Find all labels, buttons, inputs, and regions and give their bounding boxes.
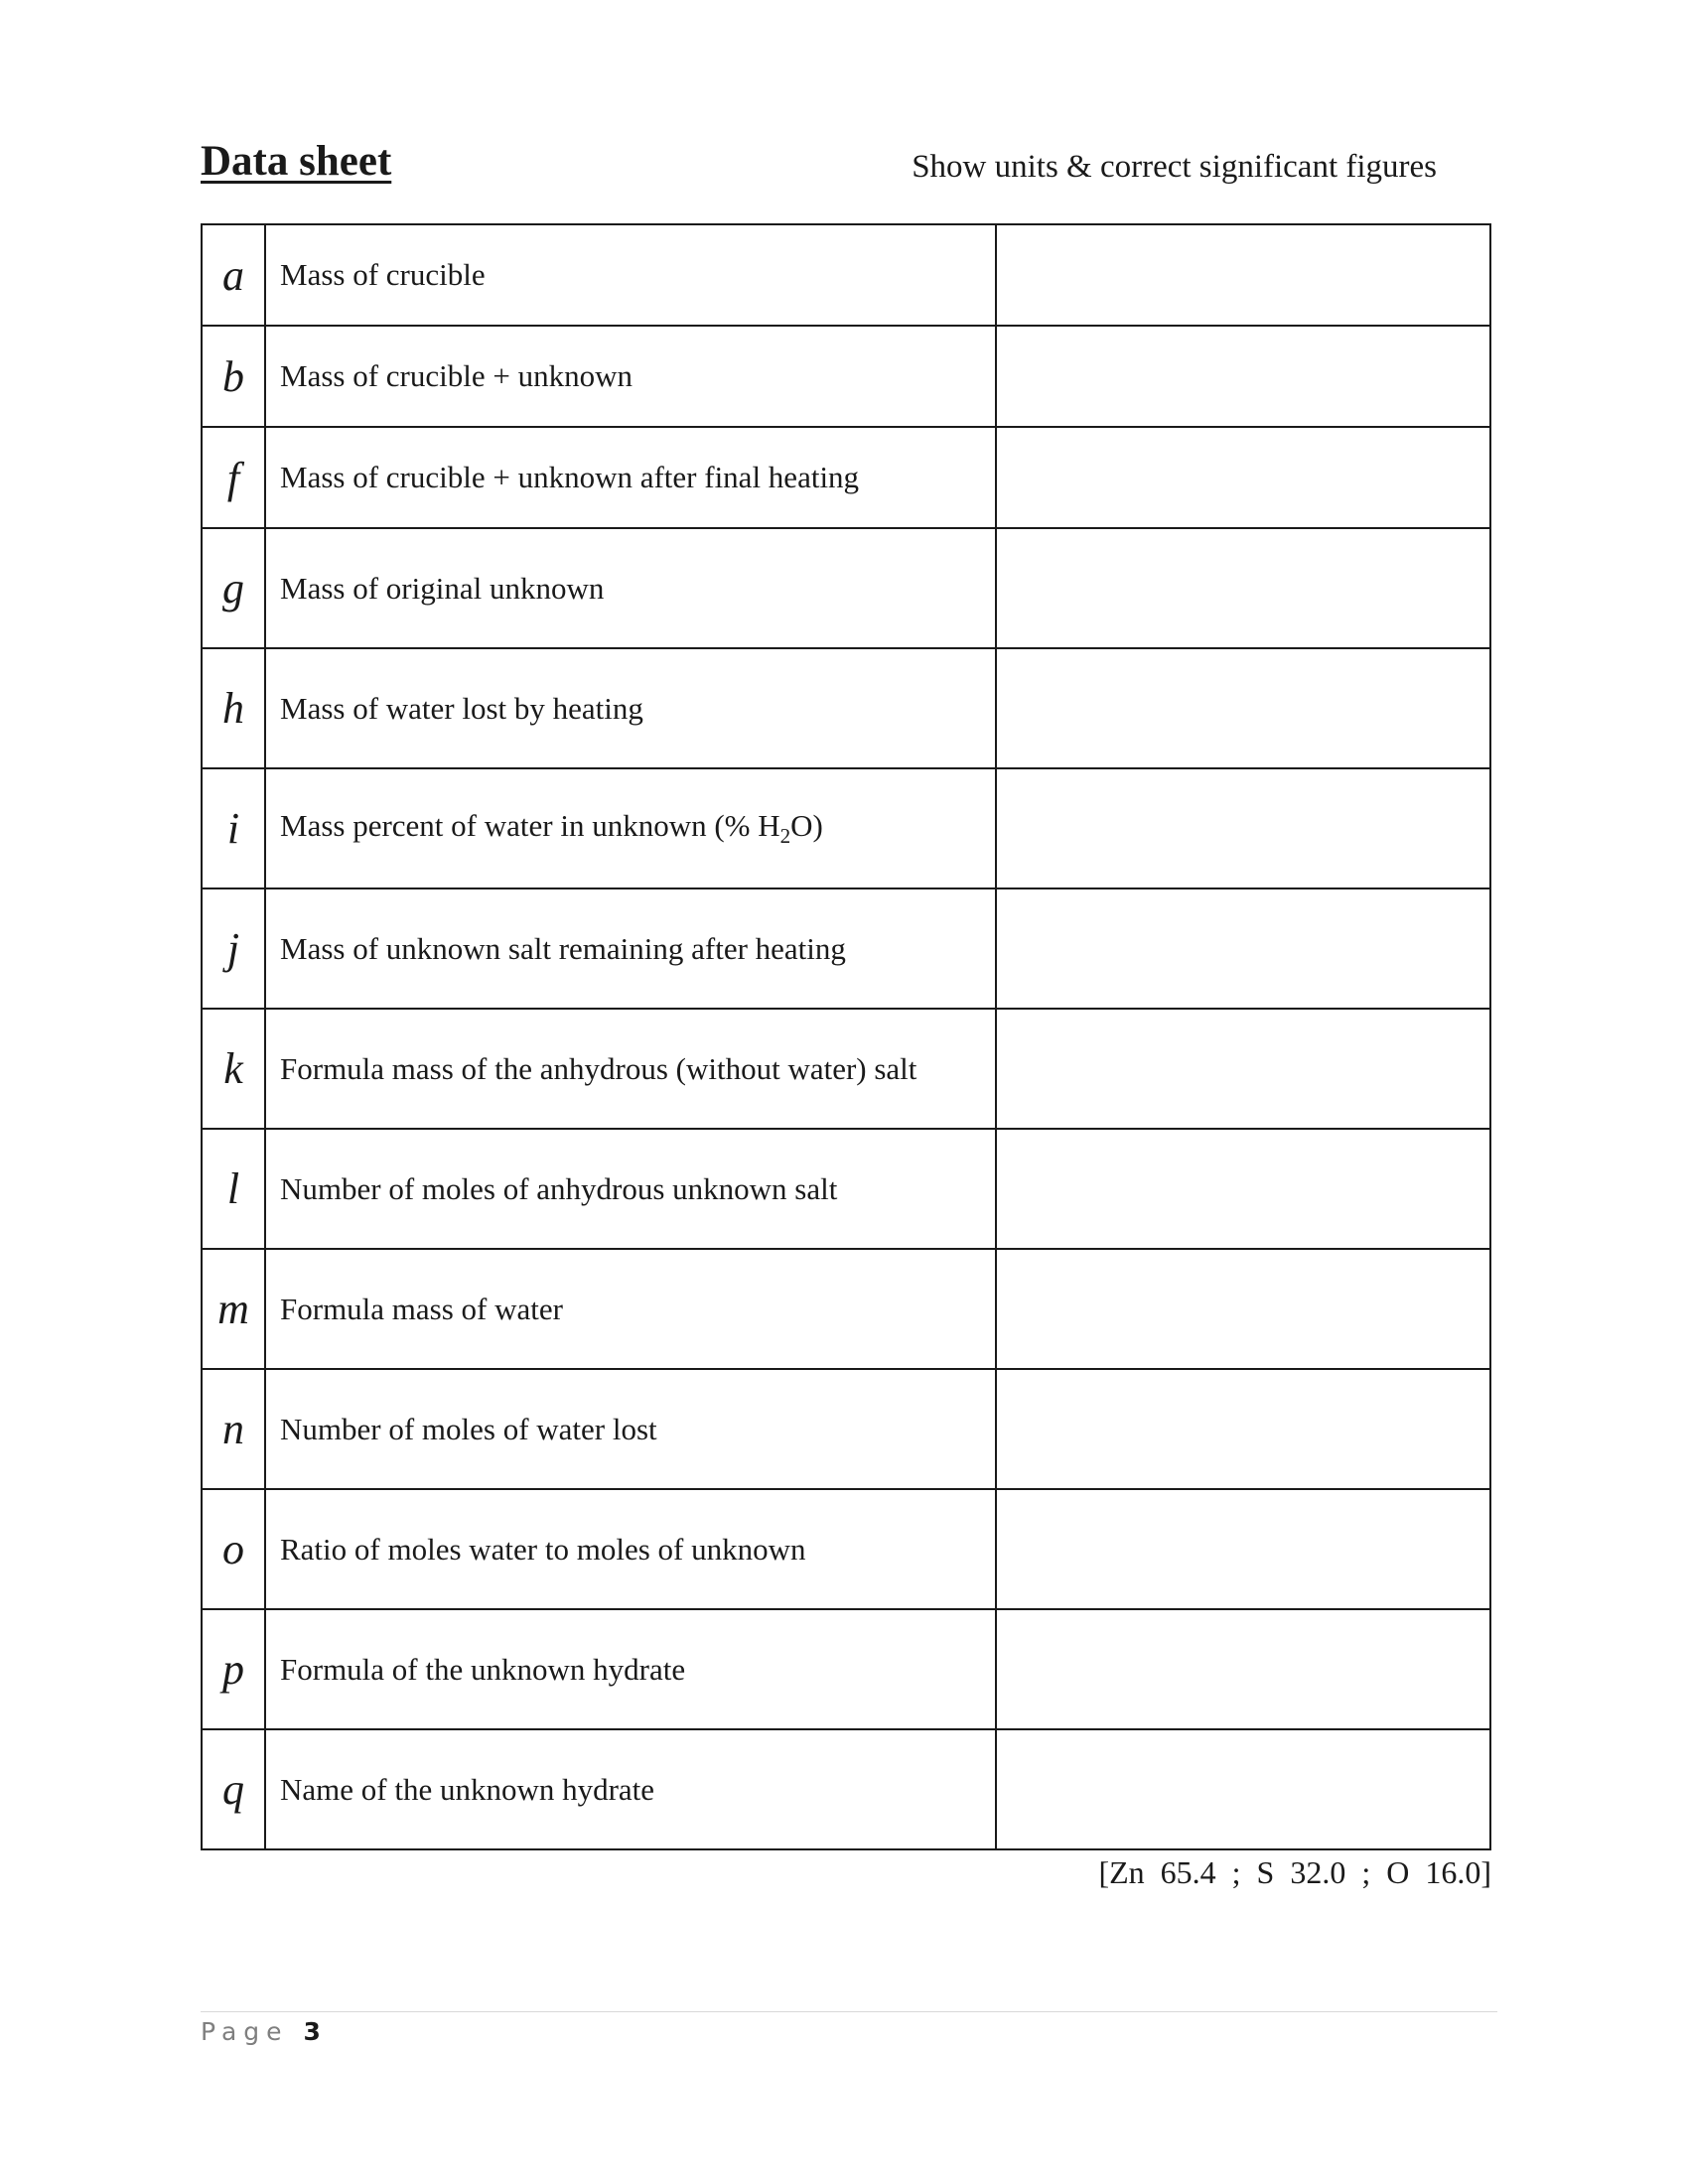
row-label: Formula of the unknown hydrate <box>265 1609 996 1729</box>
table-row <box>202 1369 1490 1489</box>
page-label: Page <box>201 2017 289 2046</box>
row-label: Mass of original unknown <box>265 528 996 648</box>
row-label: Mass of crucible <box>265 224 996 326</box>
row-value-cell[interactable] <box>996 888 1490 1009</box>
table-row <box>202 1489 1490 1609</box>
row-value-cell[interactable] <box>996 528 1490 648</box>
table-row <box>202 224 1490 326</box>
row-label <box>265 768 996 888</box>
row-value-cell[interactable] <box>996 326 1490 427</box>
row-label: Name of the unknown hydrate <box>265 1729 996 1849</box>
instruction-note: Show units & correct significant figures <box>912 149 1437 185</box>
table-row <box>202 888 1490 1009</box>
row-value-cell[interactable] <box>996 1129 1490 1249</box>
row-label: Formula mass of the anhydrous (without water) salt <box>265 1009 996 1129</box>
row-label-text-end: O) <box>790 807 823 843</box>
row-value-cell[interactable] <box>996 1609 1490 1729</box>
row-label: Formula mass of water <box>265 1249 996 1369</box>
data-table <box>201 223 1491 1850</box>
row-symbol: j <box>202 888 265 1009</box>
page-title: Data sheet <box>201 138 392 185</box>
table-row <box>202 528 1490 648</box>
table-row <box>202 1009 1490 1129</box>
row-symbol: o <box>202 1489 265 1609</box>
row-symbol: b <box>202 326 265 427</box>
row-value-cell[interactable] <box>996 1249 1490 1369</box>
table-row <box>202 1129 1490 1249</box>
row-symbol: g <box>202 528 265 648</box>
table-row <box>202 1609 1490 1729</box>
row-value-cell[interactable] <box>996 768 1490 888</box>
footer-divider <box>201 2011 1497 2012</box>
row-label: Number of moles of anhydrous unknown salt <box>265 1129 996 1249</box>
row-label: Mass of unknown salt remaining after heating <box>265 888 996 1009</box>
row-symbol: p <box>202 1609 265 1729</box>
row-symbol: a <box>202 224 265 326</box>
row-symbol: f <box>202 427 265 528</box>
subscript-2: 2 <box>779 824 791 849</box>
row-label: Mass of crucible + unknown after final heating <box>265 427 996 528</box>
table-row <box>202 326 1490 427</box>
table-row <box>202 1249 1490 1369</box>
atomic-masses-footnote: [Zn 65.4 ; S 32.0 ; O 16.0] <box>1098 1854 1491 1890</box>
row-symbol: h <box>202 648 265 768</box>
row-value-cell[interactable] <box>996 224 1490 326</box>
row-value-cell[interactable] <box>996 1729 1490 1849</box>
row-value-cell[interactable] <box>996 1369 1490 1489</box>
row-symbol: i <box>202 768 265 888</box>
row-value-cell[interactable] <box>996 1009 1490 1129</box>
table-row <box>202 768 1490 888</box>
table-row <box>202 648 1490 768</box>
row-value-cell[interactable] <box>996 427 1490 528</box>
row-symbol: n <box>202 1369 265 1489</box>
row-symbol: l <box>202 1129 265 1249</box>
row-label: Ratio of moles water to moles of unknown <box>265 1489 996 1609</box>
row-label: Mass of crucible + unknown <box>265 326 996 427</box>
row-value-cell[interactable] <box>996 648 1490 768</box>
table-row <box>202 427 1490 528</box>
page-footer <box>201 2017 321 2046</box>
row-symbol: m <box>202 1249 265 1369</box>
page-number: 3 <box>303 2017 321 2046</box>
row-label-text: Mass percent of water in unknown (% H <box>280 807 780 843</box>
row-symbol: q <box>202 1729 265 1849</box>
row-symbol: k <box>202 1009 265 1129</box>
table-row <box>202 1729 1490 1849</box>
row-value-cell[interactable] <box>996 1489 1490 1609</box>
row-label: Number of moles of water lost <box>265 1369 996 1489</box>
row-label: Mass of water lost by heating <box>265 648 996 768</box>
